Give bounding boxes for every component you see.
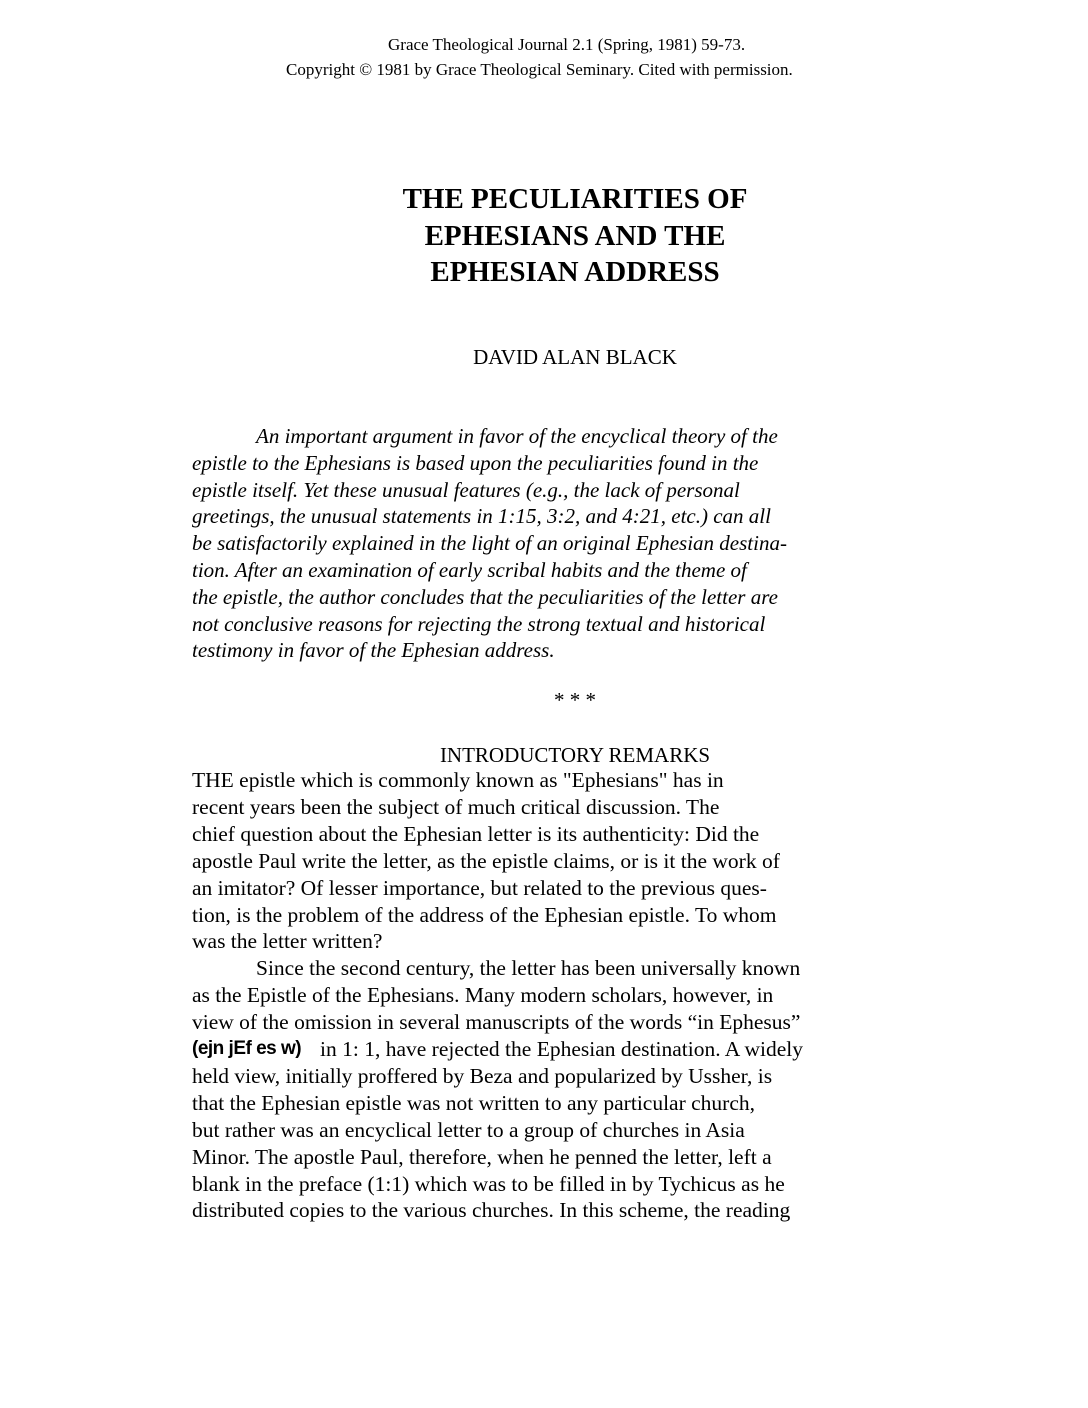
abstract-line: An important argument in favor of the encyclical theory of the <box>256 424 778 448</box>
title-line: THE PECULIARITIES OF <box>402 183 748 215</box>
body-line: tion, is the problem of the address of the Ephesian epistle. To whom <box>192 902 777 927</box>
abstract-line: greetings, the unusual statements in 1:15, 3:2, and 4:21, etc.) can all <box>192 504 771 529</box>
abstract-line: the epistle, the author concludes that the peculiarities of the letter are <box>192 584 778 609</box>
body-line: blank in the preface (1:1) which was to be filled in by Tychicus as he <box>192 1171 785 1196</box>
section-separator: * * * <box>554 688 596 712</box>
body-line: that the Ephesian epistle was not written to any particular church, <box>192 1090 755 1115</box>
body-line: recent years been the subject of much critical discussion. The <box>192 794 720 819</box>
body-line: view of the omission in several manuscripts of the words “in Ephesus” <box>192 1010 801 1035</box>
abstract-line: tion. After an examination of early scribal habits and the theme of <box>192 558 747 582</box>
copyright-notice: Copyright © 1981 by Grace Theological Seminary. Cited with permission. <box>286 60 793 79</box>
body-line: held view, initially proffered by Beza and popularized by Ussher, is <box>192 1063 773 1088</box>
title-line: EPHESIANS AND THE <box>424 219 726 252</box>
abstract-line: be satisfactorily explained in the light of an original Ephesian destina- <box>192 531 787 556</box>
body-line: distributed copies to the various churches. In this scheme, the reading <box>192 1198 791 1223</box>
body-line: an imitator? Of lesser importance, but related to the previous ques- <box>192 875 767 900</box>
greek-phrase: (ejn jEf es w) <box>192 1038 302 1059</box>
abstract-line: not conclusive reasons for rejecting the strong textual and historical <box>192 611 766 636</box>
body-line: Minor. The apostle Paul, therefore, when he penned the letter, left a <box>192 1144 772 1169</box>
body-line: chief question about the Ephesian letter is its authenticity: Did the <box>192 821 760 846</box>
body-line: was the letter written? <box>192 929 383 954</box>
section-heading: INTRODUCTORY REMARKS <box>439 743 711 767</box>
body-line: in 1: 1, have rejected the Ephesian destination. A widely <box>320 1037 804 1061</box>
author-name: DAVID ALAN BLACK <box>473 345 677 369</box>
title-line: EPHESIAN ADDRESS <box>430 256 720 288</box>
abstract-line: testimony in favor of the Ephesian address. <box>192 638 555 663</box>
abstract-line: epistle to the Ephesians is based upon the peculiarities found in the <box>192 450 759 475</box>
body-line: apostle Paul write the letter, as the epistle claims, or is it the work of <box>192 848 780 873</box>
body-line: THE epistle which is commonly known as "Ephesians" has in <box>192 768 724 792</box>
body-line: Since the second century, the letter has been universally known <box>256 956 801 981</box>
abstract-line: epistle itself. Yet these unusual features (e.g., the lack of personal <box>192 477 740 502</box>
body-line: but rather was an encyclical letter to a group of churches in Asia <box>192 1117 745 1142</box>
body-line: as the Epistle of the Ephesians. Many modern scholars, however, in <box>192 983 774 1008</box>
journal-citation: Grace Theological Journal 2.1 (Spring, 1981) 59-73. <box>388 35 746 54</box>
